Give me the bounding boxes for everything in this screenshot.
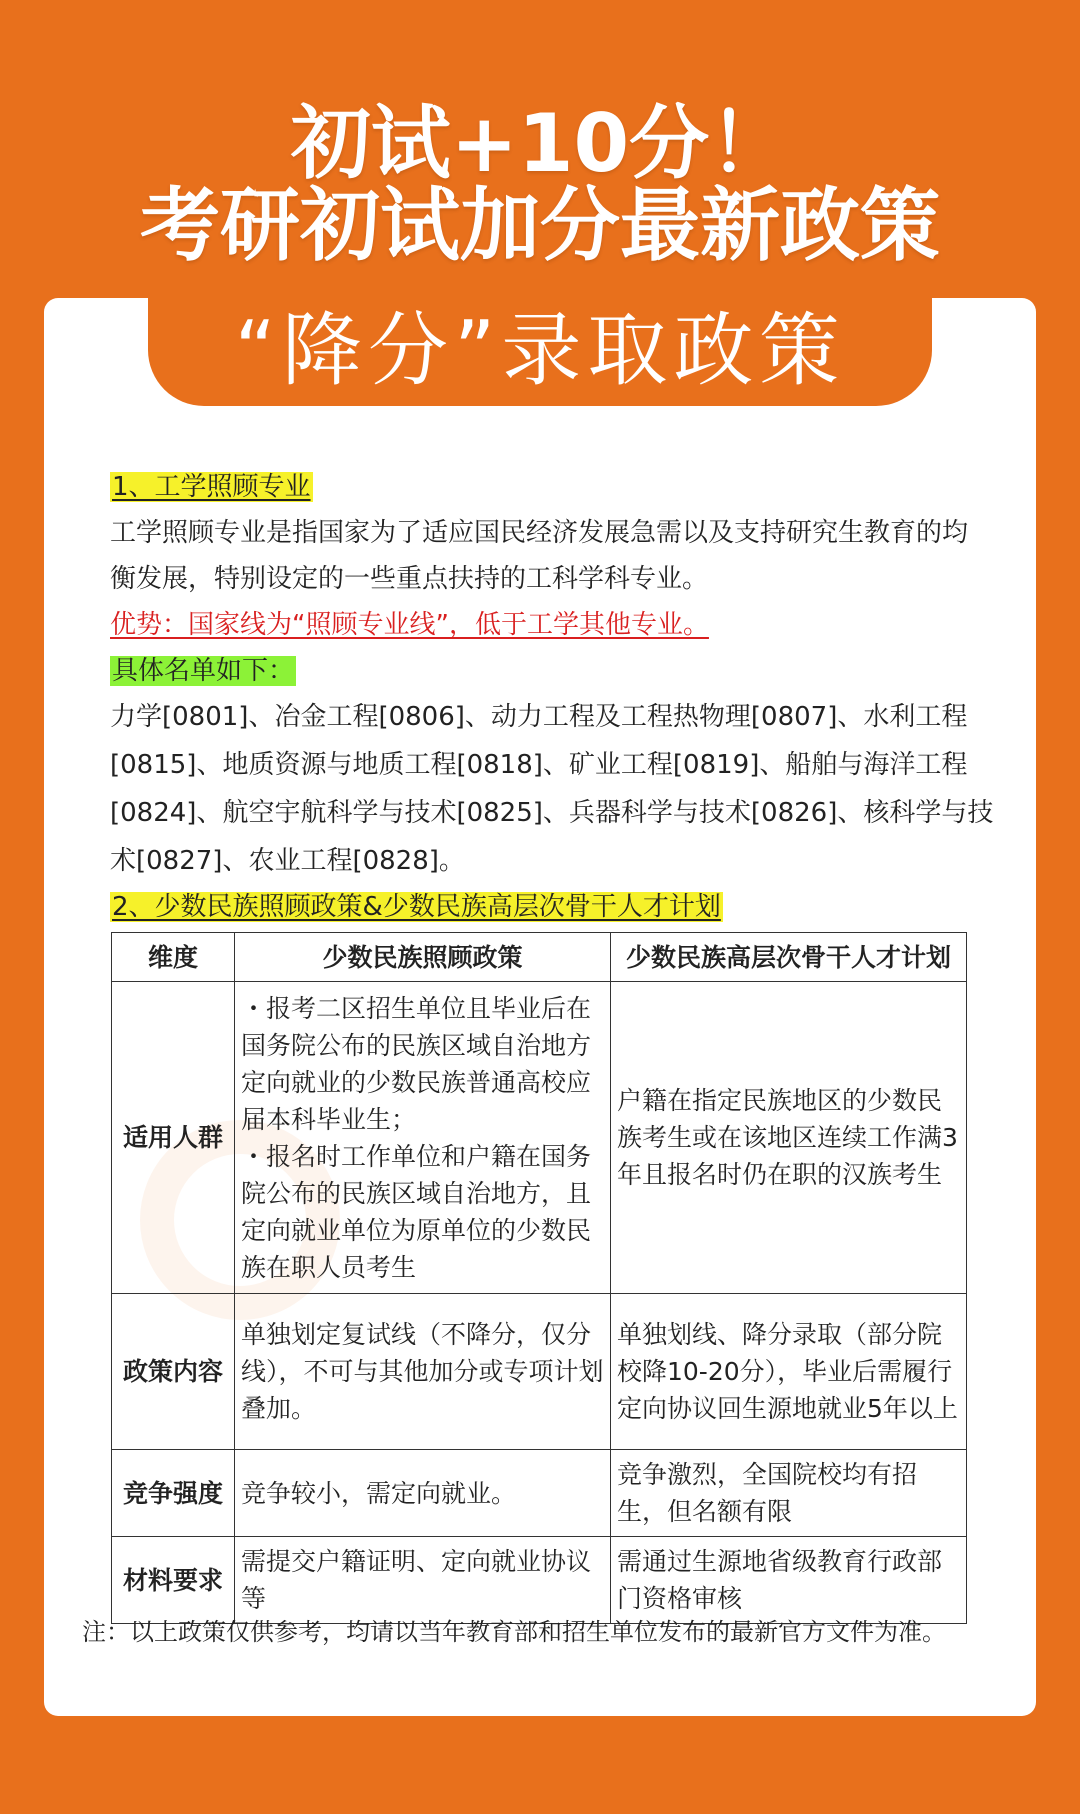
table-row xyxy=(112,1294,967,1450)
section1-list-line3: [0824]、航空宇航科学与技术[0825]、兵器科学与技术[0826]、核科学与技 xyxy=(110,798,994,828)
table-row xyxy=(112,982,967,1294)
section1-list-heading-text: 具体名单如下： xyxy=(112,656,295,686)
section2-heading-text: 2、少数民族照顾政策&少数民族高层次骨干人才计划 xyxy=(112,892,721,922)
section2-heading xyxy=(110,890,723,924)
title-line-1: 初试+10分！ xyxy=(290,97,790,190)
header-dimension: 维度 xyxy=(112,933,235,982)
section1-heading-text: 1、工学照顾专业 xyxy=(112,472,311,502)
table-cell: 竞争激烈，全国院校均有招生，但名额有限 xyxy=(611,1450,967,1537)
header-minority-care-policy: 少数民族照顾政策 xyxy=(235,933,611,982)
title-line-2: 考研初试加分最新政策 xyxy=(140,179,940,272)
row-label: 材料要求 xyxy=(112,1537,235,1624)
section1-list-line1: 力学[0801]、冶金工程[0806]、动力工程及工程热物理[0807]、水利工程 xyxy=(110,702,968,732)
table-cell: 竞争较小，需定向就业。 xyxy=(235,1450,611,1537)
policy-comparison-table xyxy=(111,932,967,1624)
table-header-row xyxy=(112,933,967,982)
table-cell: ・报考二区招生单位且毕业后在国务院公布的民族区域自治地方定向就业的少数民族普通高校应届本科毕业生； ・报名时工作单位和户籍在国务院公布的民族区域自治地方，且定向就业单位为原单位的少数民族在职人员考生 xyxy=(235,982,611,1294)
section1-list-heading xyxy=(110,654,296,688)
section1-desc-line1: 工学照顾专业是指国家为了适应国民经济发展急需以及支持研究生教育的均 xyxy=(110,518,969,548)
row-label: 适用人群 xyxy=(112,982,235,1294)
table-cell: 户籍在指定民族地区的少数民族考生或在该地区连续工作满3年且报名时仍在职的汉族考生 xyxy=(611,982,967,1294)
table-row xyxy=(112,1450,967,1537)
section1-desc-line2: 衡发展，特别设定的一些重点扶持的工科学科专业。 xyxy=(110,564,709,594)
table-cell: 需提交户籍证明、定向就业协议等 xyxy=(235,1537,611,1624)
section1-heading xyxy=(110,470,313,504)
section1-list-line2: [0815]、地质资源与地质工程[0818]、矿业工程[0819]、船舶与海洋工程 xyxy=(110,750,968,780)
row-label: 政策内容 xyxy=(112,1294,235,1450)
table-cell: 单独划定复试线（不降分，仅分线），不可与其他加分或专项计划叠加。 xyxy=(235,1294,611,1450)
table-row xyxy=(112,1537,967,1624)
header-talent-plan: 少数民族高层次骨干人才计划 xyxy=(611,933,967,982)
table-cell: 需通过生源地省级教育行政部门资格审核 xyxy=(611,1537,967,1624)
policy-tab-label: “降分”录取政策 xyxy=(148,298,932,406)
section1-list-line4: 术[0827]、农业工程[0828]。 xyxy=(110,846,465,876)
table-cell: 单独划线、降分录取（部分院校降10-20分），毕业后需履行定向协议回生源地就业5年以上 xyxy=(611,1294,967,1450)
footnote: 注：以上政策仅供参考，均请以当年教育部和招生单位发布的最新官方文件为准。 xyxy=(82,1618,946,1646)
row-label: 竞争强度 xyxy=(112,1450,235,1537)
section1-advantage: 优势：国家线为“照顾专业线”，低于工学其他专业。 xyxy=(110,610,709,640)
